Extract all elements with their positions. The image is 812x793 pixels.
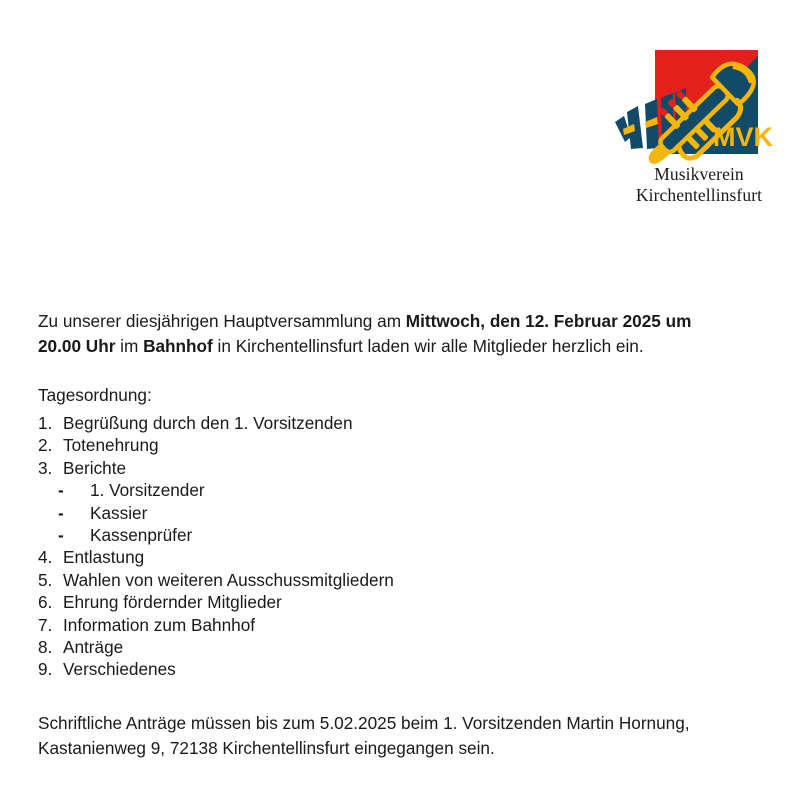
agenda-item-label: Ehrung fördernder Mitglieder bbox=[63, 592, 282, 613]
agenda-item-label: Berichte bbox=[63, 457, 127, 478]
meeting-datetime: Mittwoch, den 12. Februar 2025 um 20.00 Uhr bbox=[38, 311, 692, 357]
agenda-item-number: 6. bbox=[38, 592, 53, 613]
logo-wordmark bbox=[601, 164, 797, 206]
logo-mark bbox=[601, 36, 797, 168]
intro-text-part2: im bbox=[115, 336, 144, 357]
agenda-item-label: Totenehrung bbox=[63, 435, 159, 456]
agenda-item-number: 7. bbox=[38, 614, 53, 635]
agenda-item-label: Begrüßung durch den 1. Vorsitzenden bbox=[63, 413, 353, 433]
agenda-item bbox=[38, 412, 638, 434]
agenda-heading: Tagesordnung: bbox=[38, 385, 152, 405]
agenda-item bbox=[38, 569, 638, 591]
agenda-subitem bbox=[38, 524, 638, 546]
agenda-subitem-bullet: - bbox=[58, 525, 64, 546]
agenda-subitem-label: 1. Vorsitzender bbox=[90, 480, 205, 501]
agenda-item-number: 8. bbox=[38, 637, 53, 658]
agenda-subitem-label: Kassenprüfer bbox=[90, 525, 193, 546]
agenda-item-number: 5. bbox=[38, 569, 53, 590]
agenda-subitem-bullet: - bbox=[58, 480, 64, 501]
agenda-item bbox=[38, 636, 638, 658]
agenda-item-number: 1. bbox=[38, 413, 53, 433]
meeting-venue: Bahnhof bbox=[143, 336, 213, 357]
agenda-subitem-label: Kassier bbox=[90, 502, 148, 523]
agenda-item-label: Anträge bbox=[63, 637, 124, 658]
agenda-item-label: Verschiedenes bbox=[63, 659, 176, 680]
agenda-item-label: Entlastung bbox=[63, 547, 145, 568]
closing-line2: Kastanienweg 9, 72138 Kirchentellinsfurt eingegangen sein. bbox=[38, 738, 495, 758]
agenda-subitem-bullet: - bbox=[58, 502, 64, 523]
agenda-item bbox=[38, 591, 638, 613]
agenda-item bbox=[38, 457, 638, 479]
agenda-item bbox=[38, 614, 638, 636]
agenda-item-number: 4. bbox=[38, 547, 53, 568]
logo-wordmark-line1: Musikverein bbox=[654, 164, 744, 184]
closing-line1: Schriftliche Anträge müssen bis zum 5.02.2025 beim 1. Vorsitzenden Martin Hornung, bbox=[38, 713, 690, 733]
agenda-subitem bbox=[38, 479, 638, 501]
logo-wordmark-line2: Kirchentellinsfurt bbox=[635, 185, 763, 205]
invitation-paragraph bbox=[38, 309, 722, 359]
intro-text-part3: in Kirchentellinsfurt laden wir alle Mitglieder herzlich ein. bbox=[212, 336, 644, 357]
agenda-item-number: 3. bbox=[38, 457, 53, 478]
logo-abbreviation: MVK bbox=[713, 122, 773, 152]
agenda-item bbox=[38, 658, 638, 680]
agenda-list bbox=[38, 412, 638, 681]
agenda-item-number: 2. bbox=[38, 435, 53, 456]
agenda-item-label: Information zum Bahnhof bbox=[63, 614, 256, 635]
agenda-item-number: 9. bbox=[38, 659, 53, 680]
agenda-item bbox=[38, 546, 638, 568]
agenda-item-label: Wahlen von weiteren Ausschussmitgliedern bbox=[63, 569, 394, 590]
agenda-subitem bbox=[38, 502, 638, 524]
agenda-item bbox=[38, 434, 638, 456]
mvk-logo bbox=[601, 36, 797, 206]
intro-text-part1: Zu unserer diesjährigen Hauptversammlung am bbox=[38, 311, 406, 332]
closing-paragraph bbox=[38, 711, 738, 761]
